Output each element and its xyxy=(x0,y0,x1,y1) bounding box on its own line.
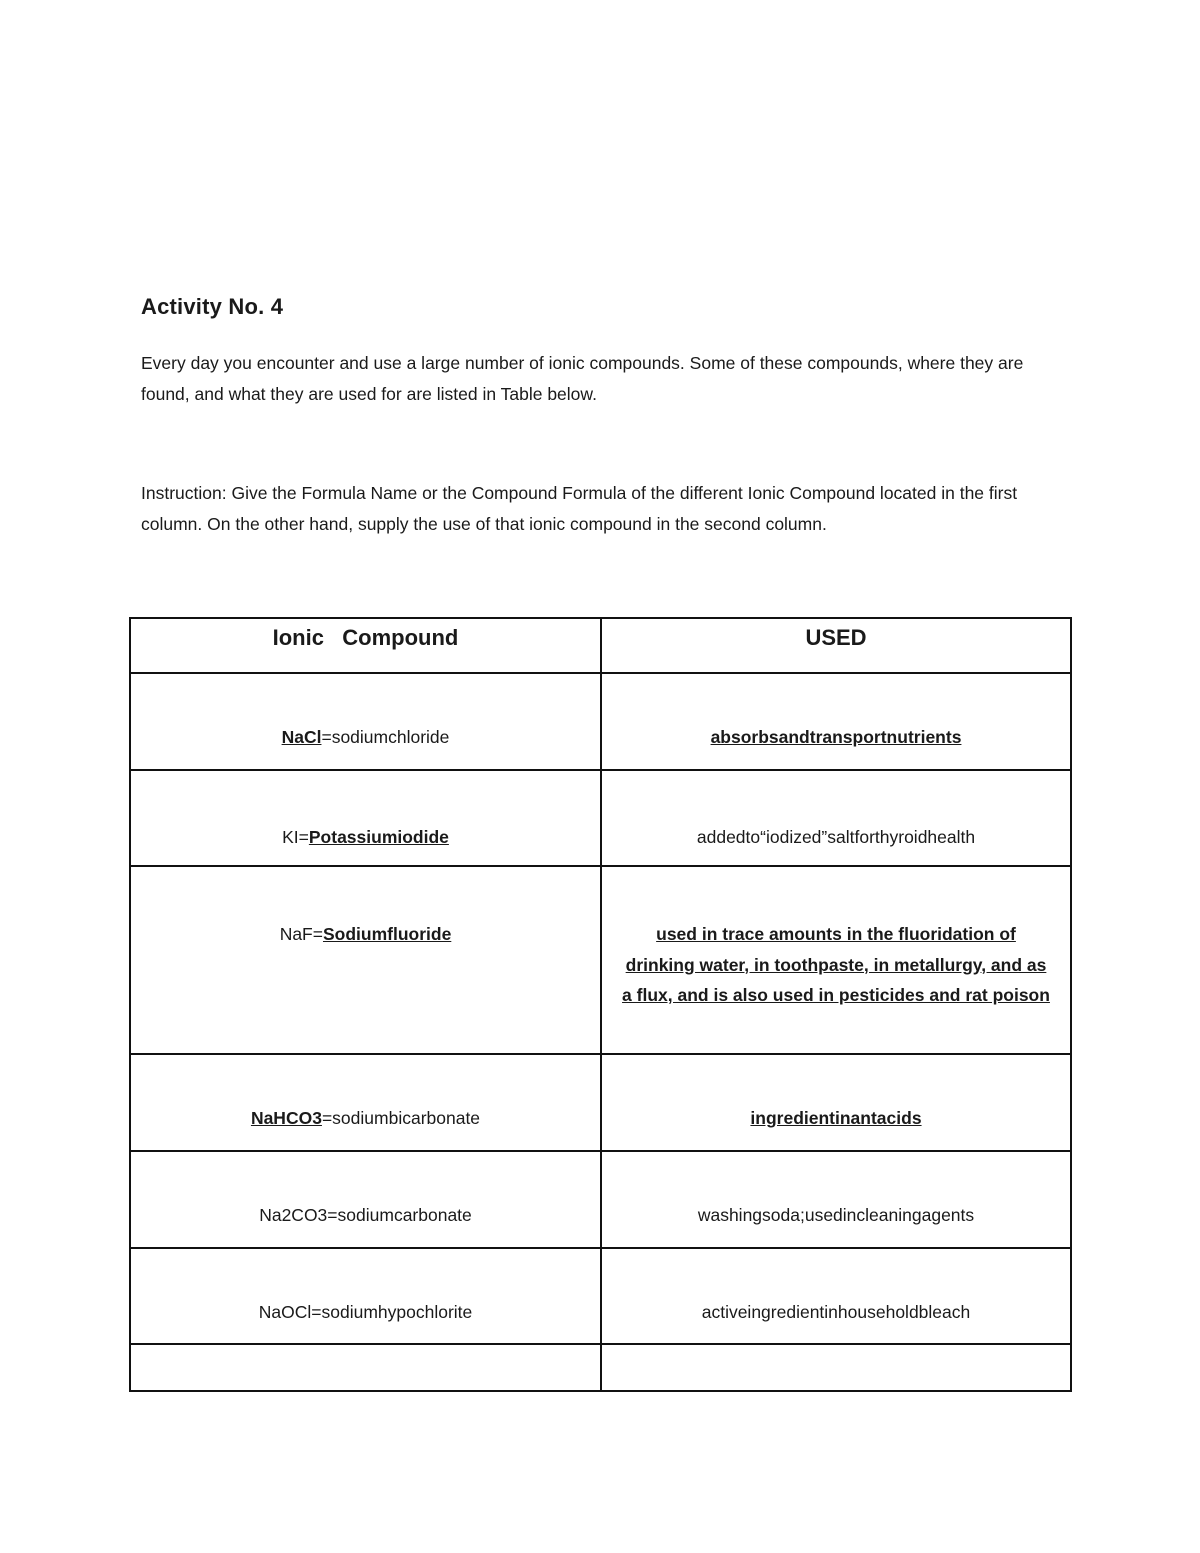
header-ionic-compound: Ionic Compound xyxy=(130,618,601,673)
equals-sign: = xyxy=(298,827,309,847)
compound-name: sodiumcarbonate xyxy=(337,1205,472,1225)
table-row xyxy=(130,770,1071,866)
compound-formula: Na2CO3 xyxy=(259,1205,328,1225)
used-cell-empty xyxy=(601,1344,1071,1391)
table-header-row xyxy=(130,618,1071,673)
used-cell xyxy=(601,1151,1071,1248)
table-row xyxy=(130,673,1071,770)
table-row xyxy=(130,1248,1071,1344)
compound-name: Potassiumiodide xyxy=(308,827,449,847)
compound-use: ingredientinantacids xyxy=(750,1108,922,1128)
compound-formula: NaHCO3 xyxy=(250,1108,322,1128)
equals-sign: = xyxy=(327,1205,338,1225)
compound-formula: NaF xyxy=(279,924,313,944)
activity-title: Activity No. 4 xyxy=(141,294,284,319)
used-cell xyxy=(601,770,1071,866)
used-cell xyxy=(601,673,1071,770)
compound-cell xyxy=(130,1248,601,1344)
compound-cell xyxy=(130,1054,601,1151)
compound-cell xyxy=(130,866,601,1054)
compound-use: absorbsandtransportnutrients xyxy=(710,727,962,747)
compound-name: sodiumchloride xyxy=(331,727,450,747)
compound-use: activeingredientinhouseholdbleach xyxy=(701,1302,971,1322)
table-row-empty xyxy=(130,1344,1071,1391)
used-cell xyxy=(601,1248,1071,1344)
used-cell xyxy=(601,1054,1071,1151)
compound-formula: NaCl xyxy=(281,727,322,747)
compound-formula: KI xyxy=(282,827,299,847)
compound-name: Sodiumfluoride xyxy=(322,924,452,944)
header-used: USED xyxy=(601,618,1071,673)
compound-cell xyxy=(130,770,601,866)
intro-paragraph: Every day you encounter and use a large number of ionic compounds. Some of these compounds, where they are found, and what they are used for are listed in Table below. xyxy=(141,353,1024,404)
compound-table xyxy=(129,617,1072,1392)
equals-sign: = xyxy=(321,727,332,747)
equals-sign: = xyxy=(321,1108,333,1128)
compound-cell xyxy=(130,1151,601,1248)
compound-use: addedto“iodized”saltforthyroidhealth xyxy=(696,827,976,847)
table-row xyxy=(130,1151,1071,1248)
compound-name: sodiumhypochlorite xyxy=(321,1302,473,1322)
compound-use: washingsoda;usedincleaningagents xyxy=(697,1205,975,1225)
table-row xyxy=(130,866,1071,1054)
equals-sign: = xyxy=(311,1302,322,1322)
instruction-paragraph: Instruction: Give the Formula Name or the Compound Formula of the different Ionic Compound located in the first column. On the other hand, supply the use of that ionic compound in the second column. xyxy=(141,483,1018,534)
compound-use: used in trace amounts in the fluoridation of drinking water, in toothpaste, in metallurgy, and as a flux, and is also used in pesticides and rat poison xyxy=(622,924,1050,1005)
compound-name: sodiumbicarbonate xyxy=(332,1108,481,1128)
equals-sign: = xyxy=(312,924,323,944)
compound-formula: NaOCl xyxy=(258,1302,312,1322)
used-cell xyxy=(601,866,1071,1054)
compound-cell xyxy=(130,673,601,770)
compound-cell-empty xyxy=(130,1344,601,1391)
table-row xyxy=(130,1054,1071,1151)
